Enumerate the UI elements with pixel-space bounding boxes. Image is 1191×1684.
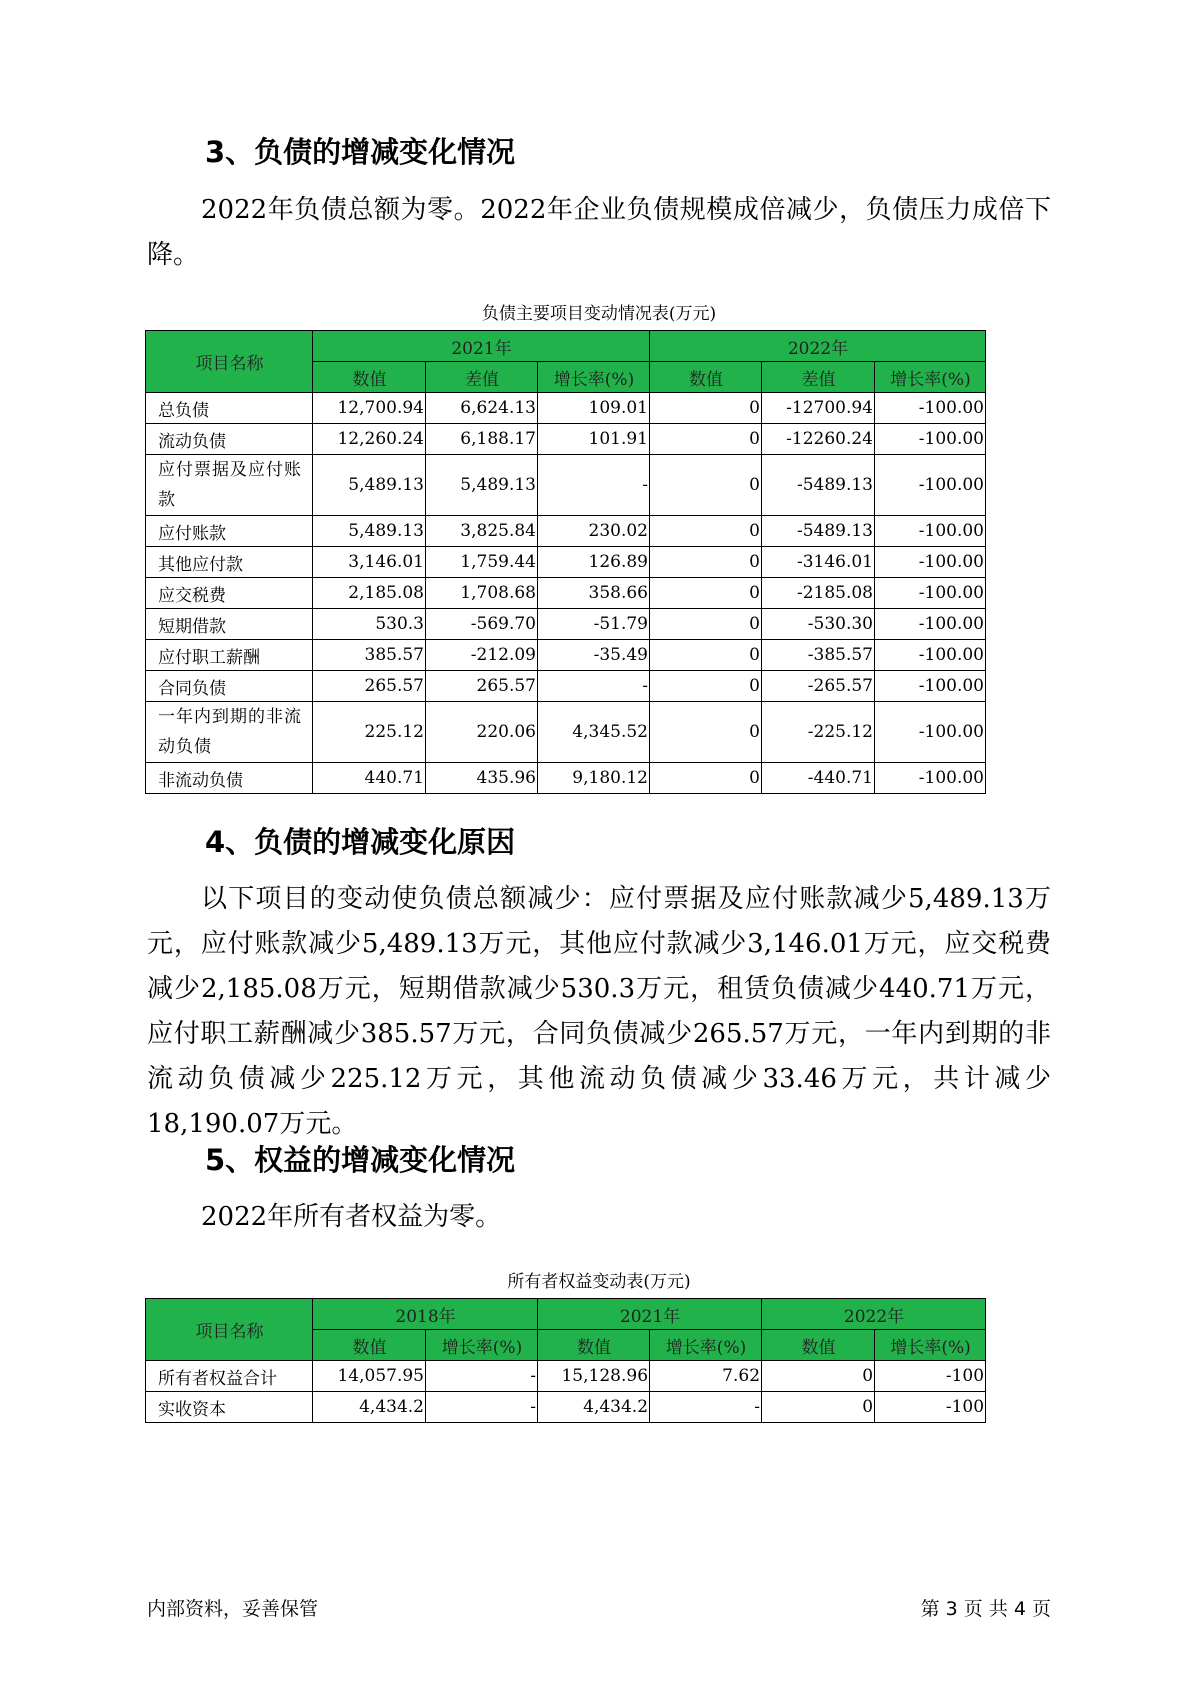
- diff-2022: -12700.94: [762, 393, 875, 424]
- diff-2022: -440.71: [762, 763, 875, 794]
- growth-2022: -100.00: [875, 671, 986, 702]
- growth-2022: -100.00: [875, 424, 986, 455]
- header-growth: 增长率(%): [650, 1330, 762, 1361]
- value-2022: 0: [650, 393, 762, 424]
- header-item-name: 项目名称: [146, 331, 313, 393]
- value-2018: 14,057.95: [313, 1361, 426, 1392]
- table-row: [146, 702, 986, 763]
- header-growth: 增长率(%): [426, 1330, 538, 1361]
- diff-2021: 220.06: [426, 702, 538, 763]
- diff-2022: -2185.08: [762, 578, 875, 609]
- value-2021: 12,700.94: [313, 393, 426, 424]
- table-row: [146, 763, 986, 794]
- growth-2022: -100: [875, 1392, 986, 1423]
- row-item-name: 总负债: [146, 393, 313, 424]
- diff-2021: 5,489.13: [426, 455, 538, 516]
- table-row: [146, 547, 986, 578]
- diff-2022: -385.57: [762, 640, 875, 671]
- value-2022: 0: [650, 763, 762, 794]
- growth-2021: -: [650, 1392, 762, 1423]
- equity-table: [145, 1298, 986, 1423]
- growth-2022: -100.00: [875, 640, 986, 671]
- growth-2021: -51.79: [538, 609, 650, 640]
- header-year-2022: 2022年: [762, 1299, 986, 1330]
- value-2022: 0: [650, 424, 762, 455]
- value-2022: 0: [650, 671, 762, 702]
- section-4-heading: 4、负债的增减变化原因: [205, 825, 516, 859]
- row-item-name: 应付职工薪酬: [146, 640, 313, 671]
- diff-2021: -212.09: [426, 640, 538, 671]
- growth-2022: -100.00: [875, 455, 986, 516]
- value-2021: 2,185.08: [313, 578, 426, 609]
- section-3-heading: 3、负债的增减变化情况: [205, 135, 516, 169]
- value-2022: 0: [762, 1392, 875, 1423]
- section-5-paragraph: 2022年所有者权益为零。: [201, 1202, 502, 1232]
- value-2022: 0: [650, 455, 762, 516]
- value-2021: 3,146.01: [313, 547, 426, 578]
- diff-2022: -3146.01: [762, 547, 875, 578]
- header-item-name: 项目名称: [146, 1299, 313, 1361]
- growth-2022: -100.00: [875, 547, 986, 578]
- value-2022: 0: [650, 547, 762, 578]
- row-item-name: 合同负债: [146, 671, 313, 702]
- table-row: [146, 1392, 986, 1423]
- table-row: [146, 516, 986, 547]
- value-2021: 4,434.2: [538, 1392, 650, 1423]
- diff-2021: 6,624.13: [426, 393, 538, 424]
- row-item-name: 非流动负债: [146, 763, 313, 794]
- header-year-2022: 2022年: [650, 331, 986, 362]
- header-value: 数值: [313, 362, 426, 393]
- growth-2021: 109.01: [538, 393, 650, 424]
- header-value: 数值: [538, 1330, 650, 1361]
- growth-2021: 101.91: [538, 424, 650, 455]
- row-item-name: 应付账款: [146, 516, 313, 547]
- diff-2022: -265.57: [762, 671, 875, 702]
- diff-2022: -12260.24: [762, 424, 875, 455]
- diff-2021: 3,825.84: [426, 516, 538, 547]
- value-2022: 0: [650, 640, 762, 671]
- table-row: [146, 455, 986, 516]
- header-diff: 差值: [426, 362, 538, 393]
- growth-2021: -35.49: [538, 640, 650, 671]
- growth-2018: -: [426, 1392, 538, 1423]
- value-2021: 225.12: [313, 702, 426, 763]
- diff-2022: -225.12: [762, 702, 875, 763]
- growth-2021: 230.02: [538, 516, 650, 547]
- growth-2022: -100.00: [875, 702, 986, 763]
- diff-2021: 435.96: [426, 763, 538, 794]
- row-item-name: 一年内到期的非流动负债: [146, 702, 313, 763]
- value-2021: 530.3: [313, 609, 426, 640]
- growth-2021: 9,180.12: [538, 763, 650, 794]
- value-2022: 0: [650, 609, 762, 640]
- table-row: [146, 578, 986, 609]
- growth-2022: -100.00: [875, 763, 986, 794]
- value-2022: 0: [762, 1361, 875, 1392]
- table-row: [146, 640, 986, 671]
- growth-2022: -100.00: [875, 578, 986, 609]
- table-row: [146, 424, 986, 455]
- row-item-name: 实收资本: [146, 1392, 313, 1423]
- equity-table-caption: 所有者权益变动表(万元): [507, 1272, 691, 1292]
- growth-2021: 4,345.52: [538, 702, 650, 763]
- value-2021: 15,128.96: [538, 1361, 650, 1392]
- header-year-2021: 2021年: [538, 1299, 762, 1330]
- header-value: 数值: [650, 362, 762, 393]
- growth-2021: 126.89: [538, 547, 650, 578]
- growth-2022: -100.00: [875, 516, 986, 547]
- header-growth: 增长率(%): [875, 362, 986, 393]
- header-value: 数值: [313, 1330, 426, 1361]
- diff-2021: 265.57: [426, 671, 538, 702]
- header-growth: 增长率(%): [875, 1330, 986, 1361]
- diff-2021: 1,759.44: [426, 547, 538, 578]
- growth-2022: -100: [875, 1361, 986, 1392]
- footer-confidential-note: 内部资料，妥善保管: [147, 1598, 319, 1620]
- section-3-paragraph: 2022年负债总额为零。2022年企业负债规模成倍减少，负债压力成倍下降。: [147, 195, 1051, 270]
- header-year-2018: 2018年: [313, 1299, 538, 1330]
- value-2021: 385.57: [313, 640, 426, 671]
- diff-2021: 6,188.17: [426, 424, 538, 455]
- diff-2021: 1,708.68: [426, 578, 538, 609]
- row-item-name: 应交税费: [146, 578, 313, 609]
- row-item-name: 所有者权益合计: [146, 1361, 313, 1392]
- header-growth: 增长率(%): [538, 362, 650, 393]
- liability-table-caption: 负债主要项目变动情况表(万元): [481, 304, 717, 324]
- value-2022: 0: [650, 516, 762, 547]
- value-2021: 12,260.24: [313, 424, 426, 455]
- row-item-name: 流动负债: [146, 424, 313, 455]
- growth-2021: -: [538, 455, 650, 516]
- row-item-name: 应付票据及应付账款: [146, 455, 313, 516]
- growth-2021: -: [538, 671, 650, 702]
- value-2021: 5,489.13: [313, 516, 426, 547]
- table-row: [146, 1361, 986, 1392]
- diff-2021: -569.70: [426, 609, 538, 640]
- section-4-paragraph: 以下项目的变动使负债总额减少：应付票据及应付账款减少5,489.13万元，应付账款减少5,489.13万元，其他应付款减少3,146.01万元，应交税费减少2,185.08万元，短期借款减少530.3万元，租赁负债减少440.71万元，应付职工薪酬减少385.57万元，合同负债减少265.57万元，一年内到期的非流动负债减少225.12万元，其他流动负债减少33.46万元，共计减少18,190.07万元。: [147, 884, 1051, 1139]
- liability-table: [145, 330, 986, 794]
- row-item-name: 其他应付款: [146, 547, 313, 578]
- header-year-2021: 2021年: [313, 331, 650, 362]
- value-2021: 440.71: [313, 763, 426, 794]
- growth-2021: 7.62: [650, 1361, 762, 1392]
- header-value: 数值: [762, 1330, 875, 1361]
- growth-2022: -100.00: [875, 393, 986, 424]
- header-diff: 差值: [762, 362, 875, 393]
- diff-2022: -5489.13: [762, 516, 875, 547]
- growth-2022: -100.00: [875, 609, 986, 640]
- value-2018: 4,434.2: [313, 1392, 426, 1423]
- growth-2021: 358.66: [538, 578, 650, 609]
- diff-2022: -5489.13: [762, 455, 875, 516]
- table-row: [146, 609, 986, 640]
- growth-2018: -: [426, 1361, 538, 1392]
- section-5-heading: 5、权益的增减变化情况: [205, 1143, 516, 1177]
- diff-2022: -530.30: [762, 609, 875, 640]
- value-2021: 265.57: [313, 671, 426, 702]
- value-2022: 0: [650, 578, 762, 609]
- table-row: [146, 671, 986, 702]
- row-item-name: 短期借款: [146, 609, 313, 640]
- footer-page-number: 第 3 页 共 4 页: [920, 1598, 1051, 1620]
- table-row: [146, 393, 986, 424]
- value-2022: 0: [650, 702, 762, 763]
- value-2021: 5,489.13: [313, 455, 426, 516]
